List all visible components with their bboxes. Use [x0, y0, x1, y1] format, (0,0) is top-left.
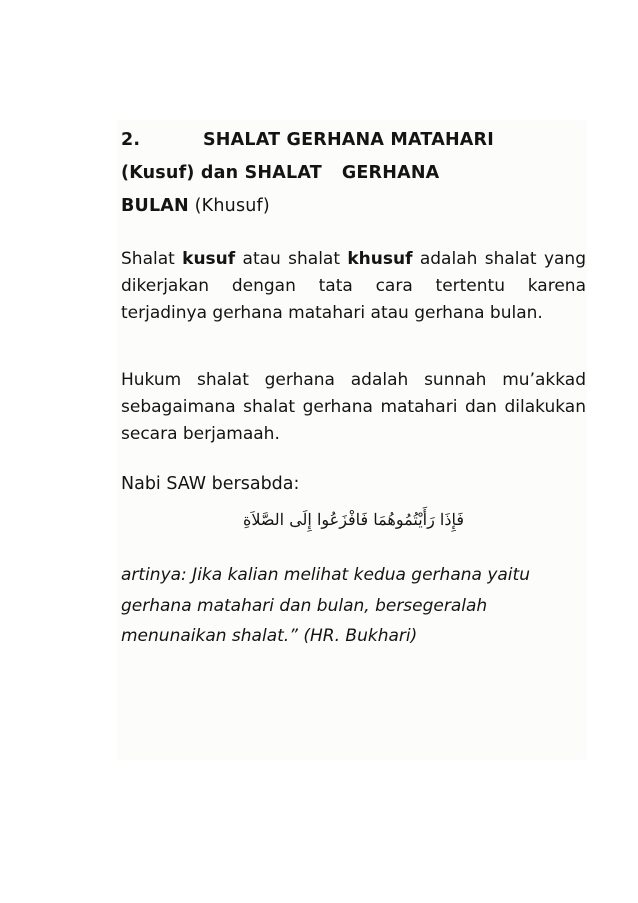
hadith-intro: Nabi SAW bersabda:: [121, 474, 300, 494]
section-heading: [121, 124, 586, 223]
para1-text-b: atau shalat: [235, 249, 348, 269]
heading-kusuf: (Kusuf) dan SHALAT: [121, 163, 322, 183]
definition-paragraph: [121, 246, 586, 328]
term-kusuf: kusuf: [182, 249, 236, 269]
arabic-hadith: فَإِذَا رَأَيْتُمُوهُمَا فَافْزَعُوا إِلَى الصَّلاَةِ: [242, 510, 464, 529]
term-khusuf: khusuf: [347, 249, 413, 269]
heading-line-1: [121, 124, 586, 157]
para1-text-c: adalah shalat yang dikerjakan dengan tata cara tertentu karena terjadinya gerhana matahari atau gerhana bulan.: [121, 249, 586, 324]
heading-bulan: BULAN: [121, 196, 189, 216]
heading-line-2: [121, 157, 586, 190]
hadith-translation: artinya: Jika kalian melihat kedua gerhana yaitu gerhana matahari dan bulan, bersegeralah menunaikan shalat.” (HR. Bukhari): [121, 565, 530, 646]
heading-khusuf: (Khusuf): [188, 196, 270, 216]
ruling-paragraph: Hukum shalat gerhana adalah sunnah mu’akkad sebagaimana shalat gerhana matahari dan dilakukan secara berjamaah.: [121, 370, 586, 445]
heading-gerhana: GERHANA: [341, 163, 440, 183]
para1-text-a: Shalat: [121, 249, 183, 269]
heading-title: SHALAT GERHANA MATAHARI: [203, 130, 494, 150]
section-number: 2.: [121, 130, 141, 150]
heading-line-3: [121, 190, 586, 223]
